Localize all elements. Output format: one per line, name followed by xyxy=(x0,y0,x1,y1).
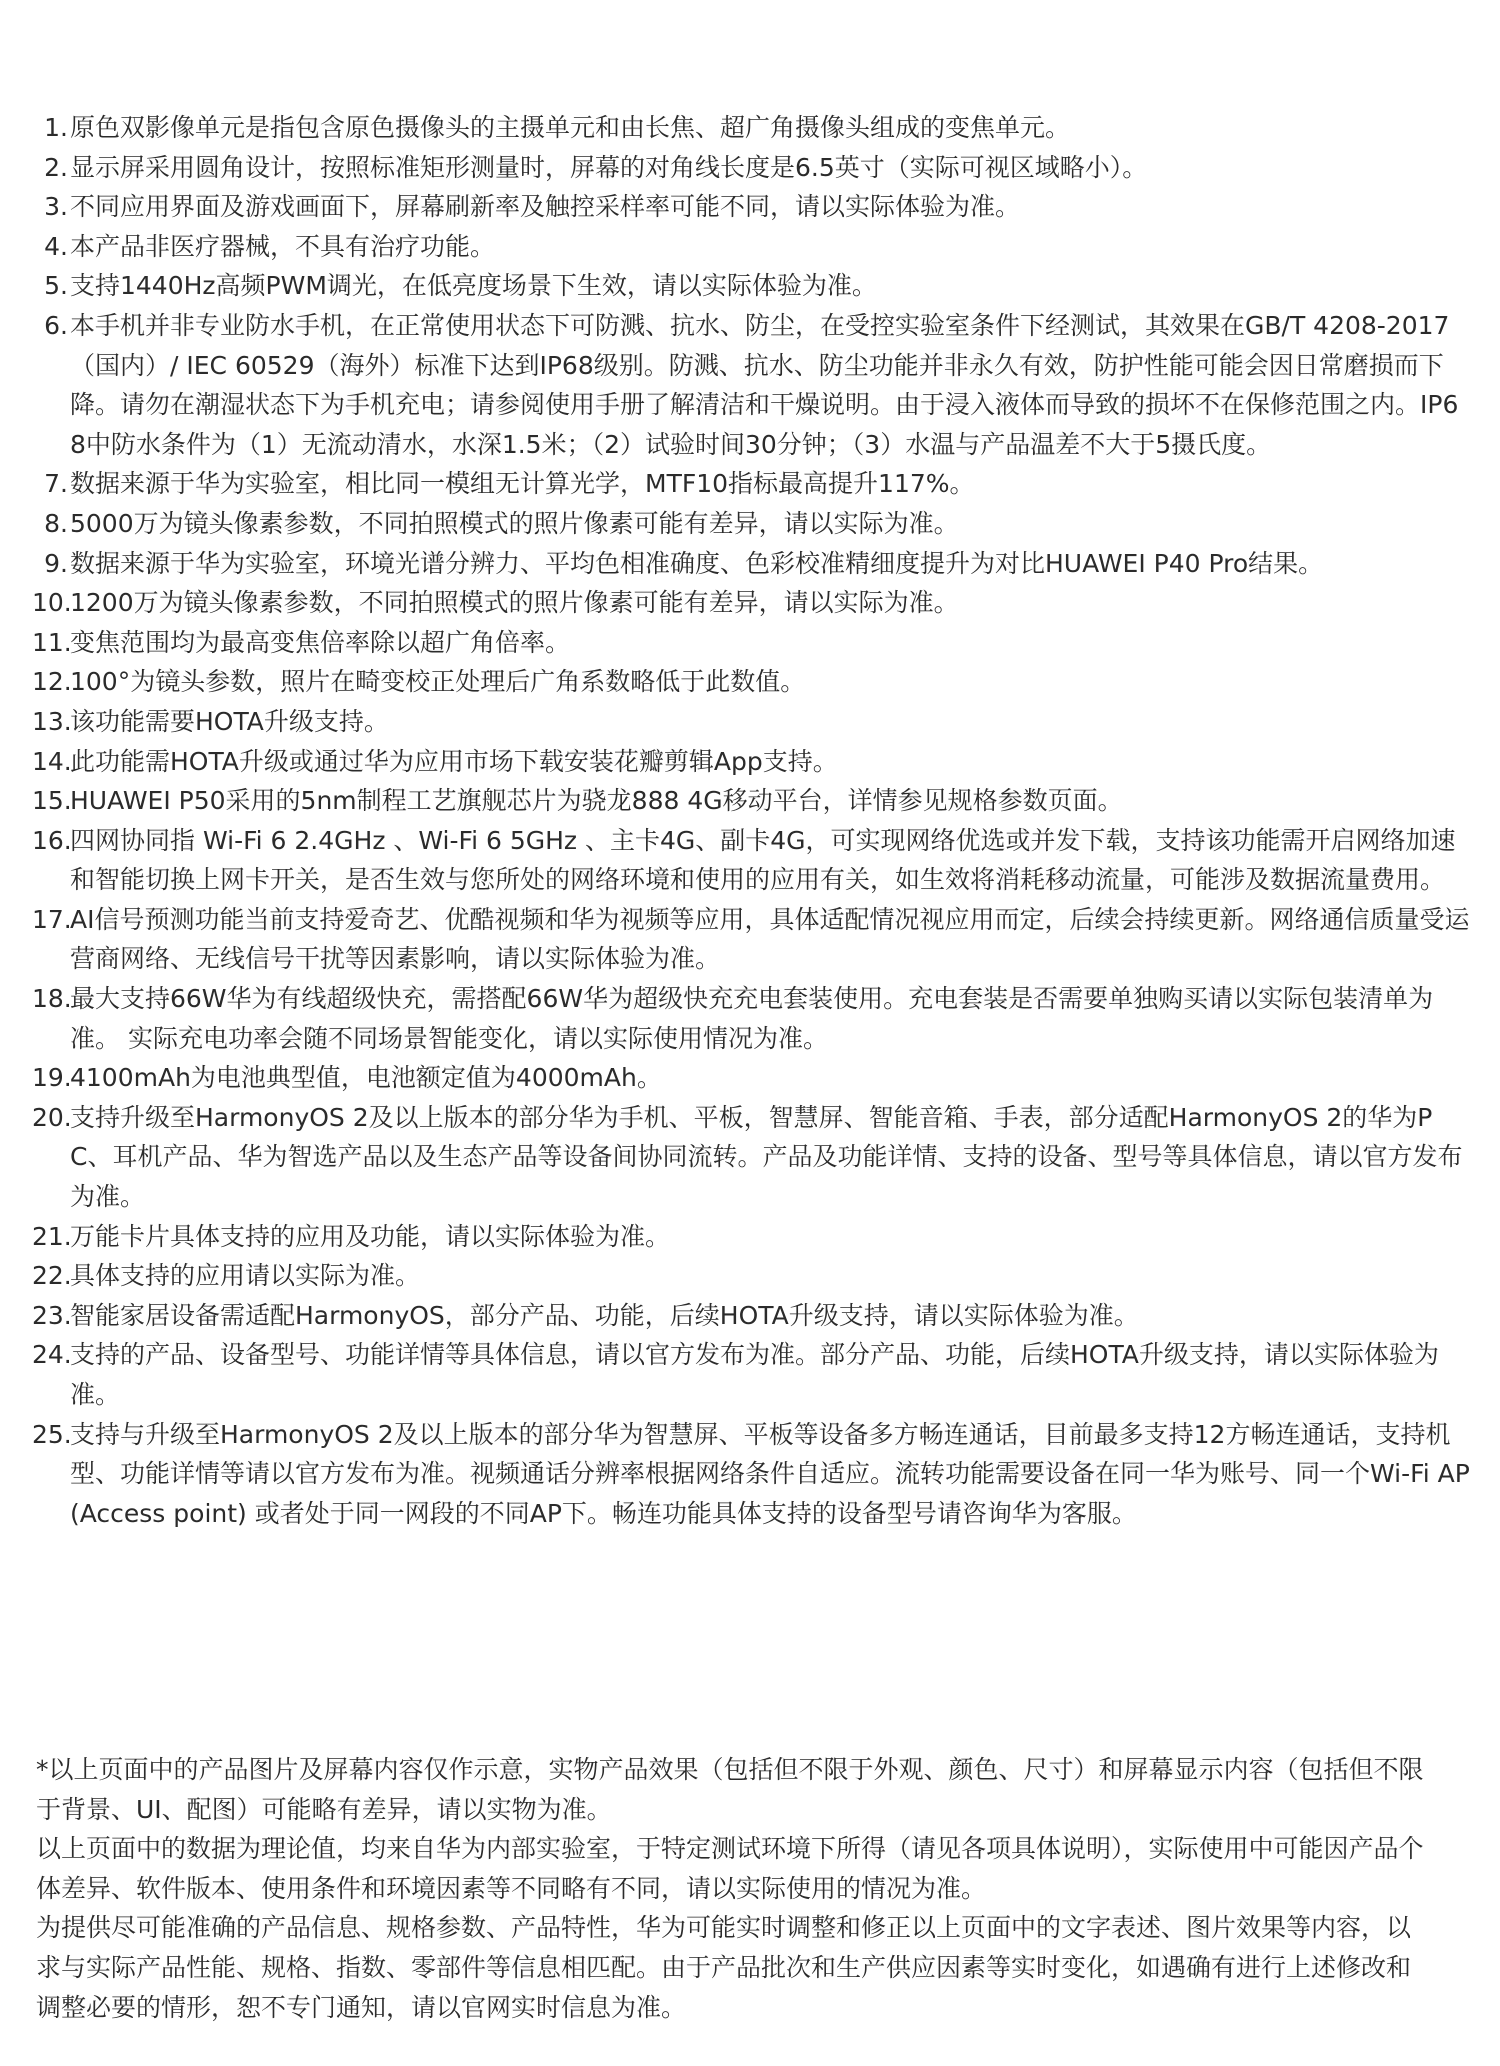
footnote-number: 5. xyxy=(44,271,68,301)
footnote-text: 最大支持66W华为有线超级快充，需搭配66W华为超级快充充电套装使用。充电套装是否需要单独购买请以实际包装清单为准。 实际充电功率会随不同场景智能变化，请以实际使用情况为准。 xyxy=(70,984,1434,1053)
footnote-number: 6. xyxy=(44,310,68,340)
footnote-item xyxy=(32,464,1472,504)
footnote-item xyxy=(32,821,1472,900)
footnote-item xyxy=(32,900,1472,979)
footnote-item xyxy=(32,544,1472,584)
footnote-number: 2. xyxy=(44,152,68,182)
footnote-number: 23. xyxy=(32,1300,72,1330)
footnote-text: 支持的产品、设备型号、功能详情等具体信息，请以官方发布为准。部分产品、功能，后续HOTA升级支持，请以实际体验为准。 xyxy=(70,1340,1439,1409)
footnote-number: 9. xyxy=(44,548,68,578)
footnote-text: 数据来源于华为实验室，相比同一模组无计算光学，MTF10指标最高提升117%。 xyxy=(70,469,975,499)
footnote-item xyxy=(32,1098,1472,1217)
footnote-text: 5000万为镜头像素参数，不同拍照模式的照片像素可能有差异，请以实际为准。 xyxy=(70,508,959,538)
footnote-item xyxy=(32,187,1472,227)
footnote-number: 17. xyxy=(32,904,72,934)
footnote-text: 万能卡片具体支持的应用及功能，请以实际体验为准。 xyxy=(70,1221,671,1251)
footnote-text: 支持1440Hz高频PWM调光，在低亮度场景下生效，请以实际体验为准。 xyxy=(70,271,877,301)
footnote-text: 本手机并非专业防水手机，在正常使用状态下可防溅、抗水、防尘，在受控实验室条件下经测试，其效果在GB/T 4208-2017（国内）/ IEC 60529（海外）标准下达到IP68级别。防溅、抗水、防尘功能并非永久有效，防护性能可能会因日常磨损而下降。请勿在潮湿状态下为手机充电；请参阅使用手册了解清洁和干燥说明。由于浸入液体而导致的损坏不在保修范围之内。IP68中防水条件为（1）无流动清水，水深1.5米；（2）试验时间30分钟；（3）水温与产品温差不大于5摄氏度。 xyxy=(70,310,1459,459)
footnote-text: 显示屏采用圆角设计，按照标准矩形测量时，屏幕的对角线长度是6.5英寸（实际可视区域略小）。 xyxy=(70,152,1148,182)
footnote-item xyxy=(32,504,1472,544)
footnote-number: 4. xyxy=(44,231,68,261)
footnote-text: AI信号预测功能当前支持爱奇艺、优酷视频和华为视频等应用，具体适配情况视应用而定，后续会持续更新。网络通信质量受运营商网络、无线信号干扰等因素影响，请以实际体验为准。 xyxy=(70,904,1470,974)
footnote-number: 15. xyxy=(32,786,72,816)
footnote-number: 16. xyxy=(32,825,72,855)
footnote-number: 25. xyxy=(32,1419,72,1449)
footnote-number: 22. xyxy=(32,1261,72,1291)
footnote-item xyxy=(32,662,1472,702)
footnote-list xyxy=(32,108,1472,1533)
footnote-text: 该功能需要HOTA升级支持。 xyxy=(70,706,389,736)
footnote-number: 1. xyxy=(44,113,68,142)
footnote-text: 具体支持的应用请以实际为准。 xyxy=(70,1261,421,1291)
disclaimer-paragraph: *以上页面中的产品图片及屏幕内容仅作示意，实物产品效果（包括但不限于外观、颜色、尺寸）和屏幕显示内容（包括但不限于背景、UI、配图）可能略有差异，请以实物为准。 xyxy=(36,1755,1424,1824)
footnote-item xyxy=(32,1296,1472,1336)
disclaimer-paragraph: 以上页面中的数据为理论值，均来自华为内部实验室，于特定测试环境下所得（请见各项具体说明），实际使用中可能因产品个体差异、软件版本、使用条件和环境因素等不同略有不同，请以实际使用的情况为准。 xyxy=(36,1834,1424,1903)
footnote-item xyxy=(32,1256,1472,1296)
footnote-text: 支持升级至HarmonyOS 2及以上版本的部分华为手机、平板，智慧屏、智能音箱、手表，部分适配HarmonyOS 2的华为PC、耳机产品、华为智选产品以及生态产品等设备间协同流转。产品及功能详情、支持的设备、型号等具体信息，请以官方发布为准。 xyxy=(70,1102,1463,1212)
footnote-text: HUAWEI P50采用的5nm制程工艺旗舰芯片为骁龙888 4G移动平台，详情参见规格参数页面。 xyxy=(70,786,1123,816)
footnote-item xyxy=(32,979,1472,1058)
footnote-text: 100°为镜头参数，照片在畸变校正处理后广角系数略低于此数值。 xyxy=(70,667,806,697)
footnote-item xyxy=(32,742,1472,782)
footnote-number: 24. xyxy=(32,1340,72,1370)
footnote-number: 14. xyxy=(32,746,72,776)
footnote-number: 3. xyxy=(44,192,68,222)
footnote-text: 四网协同指 Wi-Fi 6 2.4GHz 、Wi-Fi 6 5GHz 、主卡4G、副卡4G，可实现网络优选或并发下载，支持该功能需开启网络加速和智能切换上网卡开关，是否生效与您所处的网络环境和使用的应用有关，如生效将消耗移动流量，可能涉及数据流量费用。 xyxy=(70,825,1456,895)
footnote-item xyxy=(32,583,1472,623)
footnote-text: 支持与升级至HarmonyOS 2及以上版本的部分华为智慧屏、平板等设备多方畅连通话，目前最多支持12方畅连通话，支持机型、功能详情等请以官方发布为准。视频通话分辨率根据网络条件自适应。流转功能需要设备在同一华为账号、同一个Wi-Fi AP (Access point) 或者处于同一网段的不同AP下。畅连功能具体支持的设备型号请咨询华为客服。 xyxy=(70,1419,1470,1528)
footnote-item xyxy=(32,1058,1472,1098)
footnote-number: 18. xyxy=(32,984,72,1014)
footnote-text: 1200万为镜头像素参数，不同拍照模式的照片像素可能有差异，请以实际为准。 xyxy=(70,588,959,618)
footnote-item xyxy=(32,1217,1472,1257)
footnote-text: 4100mAh为电池典型值，电池额定值为4000mAh。 xyxy=(70,1063,662,1093)
footnote-item xyxy=(32,1415,1472,1534)
footnote-text: 本产品非医疗器械，不具有治疗功能。 xyxy=(70,231,496,261)
footnote-item xyxy=(32,266,1472,306)
disclaimer-paragraph: 为提供尽可能准确的产品信息、规格参数、产品特性，华为可能实时调整和修正以上页面中的文字表述、图片效果等内容，以求与实际产品性能、规格、指数、零部件等信息相匹配。由于产品批次和生产供应因素等实时变化，如遇确有进行上述修改和调整必要的情形，恕不专门通知，请以官网实时信息为准。 xyxy=(36,1913,1412,2022)
footnote-text: 不同应用界面及游戏画面下，屏幕刷新率及触控采样率可能不同，请以实际体验为准。 xyxy=(70,192,1021,222)
footnote-text: 原色双影像单元是指包含原色摄像头的主摄单元和由长焦、超广角摄像头组成的变焦单元。 xyxy=(70,113,1071,142)
footnote-item xyxy=(32,623,1472,663)
footnote-number: 12. xyxy=(32,667,72,697)
footnote-text: 智能家居设备需适配HarmonyOS，部分产品、功能，后续HOTA升级支持，请以实际体验为准。 xyxy=(70,1300,1139,1330)
footnote-item xyxy=(32,148,1472,188)
footnote-text: 数据来源于华为实验室，环境光谱分辨力、平均色相准确度、色彩校准精细度提升为对比HUAWEI P40 Pro结果。 xyxy=(70,548,1324,578)
footnote-item xyxy=(32,781,1472,821)
footnote-number: 13. xyxy=(32,706,72,736)
footnote-number: 10. xyxy=(32,588,72,618)
footnote-text: 变焦范围均为最高变焦倍率除以超广角倍率。 xyxy=(70,627,571,657)
footnote-number: 11. xyxy=(32,627,72,657)
footnote-item xyxy=(32,702,1472,742)
footnote-number: 19. xyxy=(32,1063,72,1093)
footnote-number: 7. xyxy=(44,469,68,499)
footnote-number: 20. xyxy=(32,1102,72,1132)
footnote-number: 21. xyxy=(32,1221,72,1251)
footnote-item xyxy=(32,306,1472,464)
footnote-number: 8. xyxy=(44,508,68,538)
footnote-item xyxy=(32,1335,1472,1414)
footnote-item xyxy=(32,108,1472,148)
disclaimer-block xyxy=(36,1750,1426,2027)
footnote-text: 此功能需HOTA升级或通过华为应用市场下载安装花瓣剪辑App支持。 xyxy=(70,746,838,776)
footnote-item xyxy=(32,227,1472,267)
